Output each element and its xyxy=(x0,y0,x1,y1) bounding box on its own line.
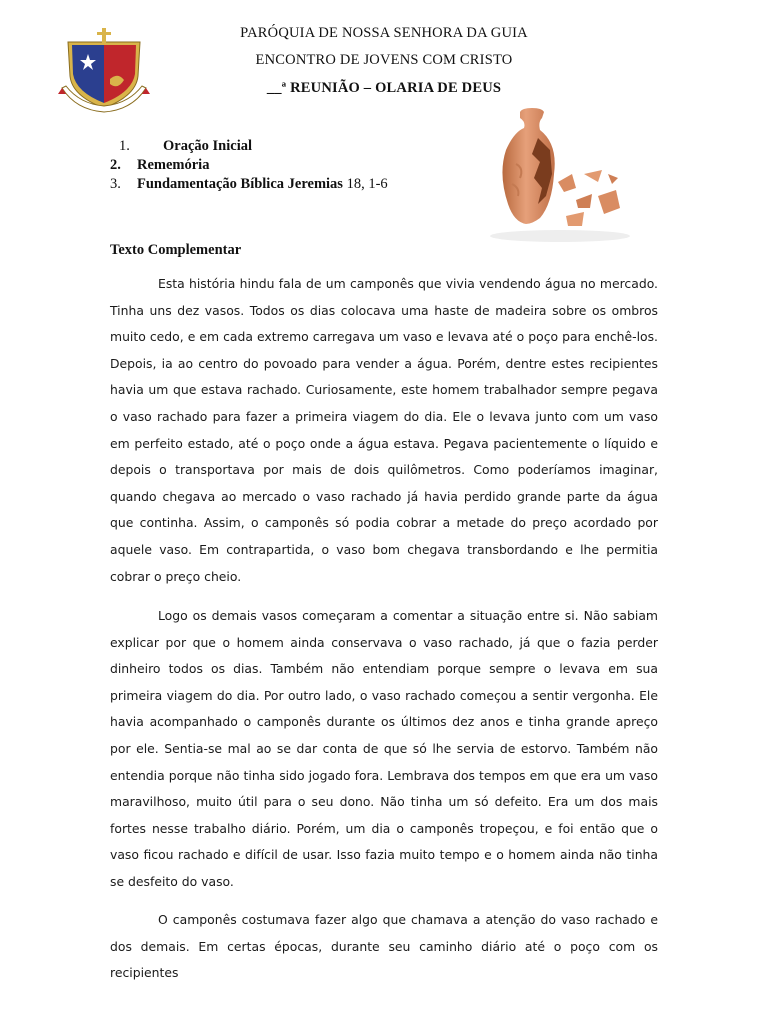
paragraph: O camponês costumava fazer algo que chamava a atenção do vaso rachado e dos demais. Em certas épocas, durante seu caminho diário até o poço com os recipientes xyxy=(110,912,658,981)
agenda-label: Fundamentação Bíblica Jeremias xyxy=(137,176,343,192)
agenda-label: Oração Inicial xyxy=(163,138,253,154)
event-name: ENCONTRO DE JOVENS COM CRISTO xyxy=(255,52,513,68)
agenda-number: 3. xyxy=(110,176,121,192)
paragraph: Esta história hindu fala de um camponês que vivia vendendo água no mercado. Tinha uns dez vasos. Todos os dias colocava uma haste de madeira sobre os ombros muito cedo, e em cada extremo carregava um vaso e levava até o poço para enchê-los. Depois, ia ao centro do povoado para vender a água. Porém, dentre estes recipientes havia um que estava rachado. Curiosamente, este homem trabalhador sempre pegava o vaso rachado para fazer a primeira viagem do dia. Ele o levava junto com um vaso em perfeito estado, até o poço onde a água estava. Pegava pacientemente o líquido e depois o transportava por mais de dois quilômetros. Como poderíamos imaginar, quando chegava ao mercado o vaso rachado já havia perdido grande parte da água que continha. Assim, o camponês só podia cobrar a metade do preço acordado por aquele vaso. Em contrapartida, o vaso bom chegava transbordando e lhe permitia cobrar o preço cheio. xyxy=(110,276,658,584)
meeting-title: __ª REUNIÃO – OLARIA DE DEUS xyxy=(266,80,502,96)
agenda-label: Rememória xyxy=(137,157,210,173)
section-title: Texto Complementar xyxy=(110,242,242,258)
parish-name: PARÓQUIA DE NOSSA SENHORA DA GUIA xyxy=(240,25,528,41)
agenda-number: 1. xyxy=(119,138,130,154)
agenda-item xyxy=(110,137,388,156)
paragraph: Logo os demais vasos começaram a comentar a situação entre si. Não sabiam explicar por que o homem ainda conservava o vaso rachado, já que o fazia perder dinheiro todos os dias. Também não entendiam porque sempre o levava em sua primeira viagem do dia. Por outro lado, o vaso rachado começou a sentir vergonha. Ele havia acompanhado o camponês durante os últimos dez anos e tinha grande apreço por ele. Sentia-se mal ao se dar conta de que só lhe servia de estorvo. Também não entendia porque não tinha sido jogado fora. Lembrava dos tempos em que era um vaso maravilhoso, muito útil para o seu dono. Não tinha um só defeito. Era um dos mais fortes nesse trabalho diário. Porém, um dia o camponês tropeçou, e foi então que o vaso ficou rachado e difícil de usar. Isso fazia muito tempo e o homem ainda não tinha se desfeito do vaso. xyxy=(110,608,658,889)
agenda-list xyxy=(110,137,388,194)
agenda-item xyxy=(110,175,388,194)
broken-vase-icon xyxy=(480,104,638,246)
agenda-reference: 18, 1-6 xyxy=(342,176,388,192)
agenda-item xyxy=(110,156,388,175)
agenda-number: 2. xyxy=(110,157,121,173)
